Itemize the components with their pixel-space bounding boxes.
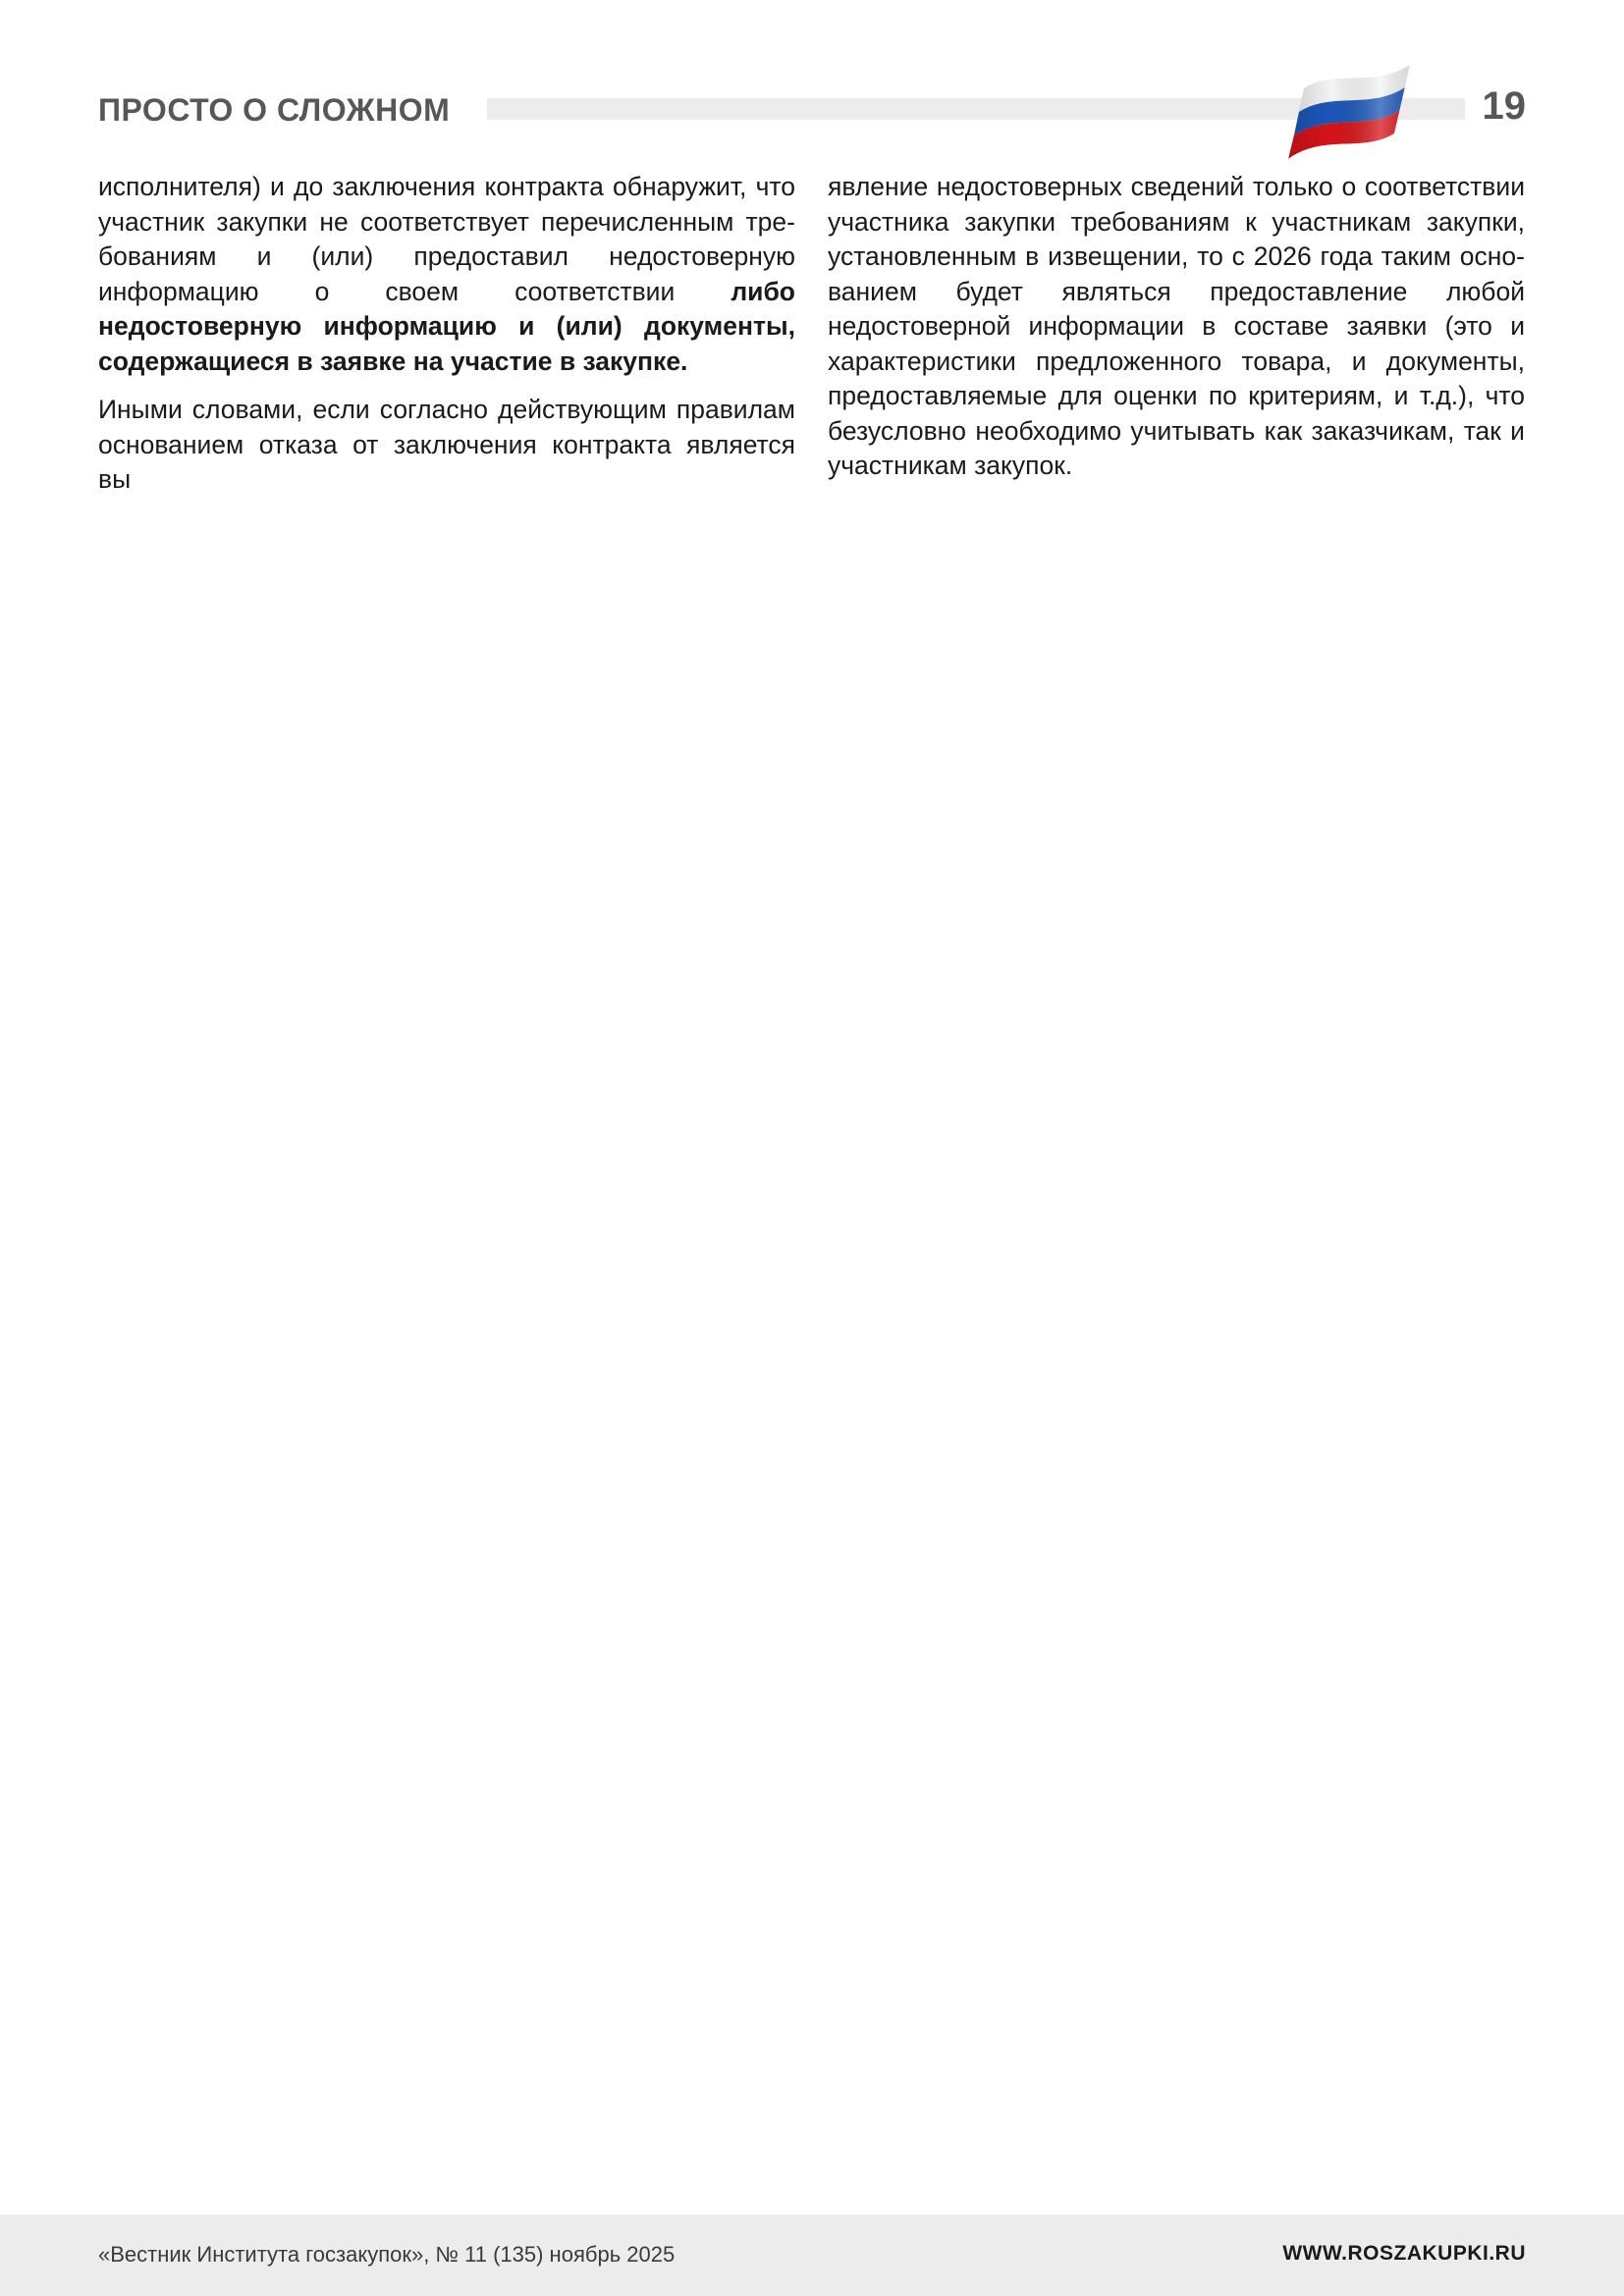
journal-citation: «Вестник Института госзакупок», № 11 (135) ноябрь 2025 xyxy=(98,2242,676,2267)
right-paragraph-1: явление недостоверных сведений только о соответствии участника закупки требованиям к участникам закупки, установленным в извещении, то с 2026 года таким основанием будет являться предоставление любой недостоверной информации в составе заявки (это и характеристики предложенного товара, и документы, предоставляемые для оценки по критериям, и т.д.), что безусловно необходимо учитывать как заказчикам, так и участникам закупок. xyxy=(828,172,1525,480)
section-title: ПРОСТО О СЛОЖНОМ xyxy=(98,92,451,128)
left-paragraph-1-bold: либо недостоверную информацию и (или) документы, содержащиеся в заявке на участие в закупке. xyxy=(98,276,795,376)
page-header xyxy=(98,59,1526,157)
left-paragraph-1 xyxy=(98,170,795,379)
page-footer xyxy=(0,2215,1624,2296)
left-paragraph-1-text: исполнителя) и до заключения контракта обнаружит, что участник закупки не соответствует перечисленным требованиям и (или) предоставил недостоверную информацию о своем соответствии xyxy=(98,172,795,306)
right-column xyxy=(828,170,1525,498)
russian-flag-icon xyxy=(1284,59,1422,163)
left-paragraph-2: Иными словами, если согласно действующим правилам основанием отказа от заключения контракта является вы xyxy=(98,395,795,494)
website-link[interactable]: WWW.ROSZAKUPKI.RU xyxy=(1282,2242,1526,2265)
left-column xyxy=(98,170,795,511)
page-number: 19 xyxy=(1482,84,1526,128)
